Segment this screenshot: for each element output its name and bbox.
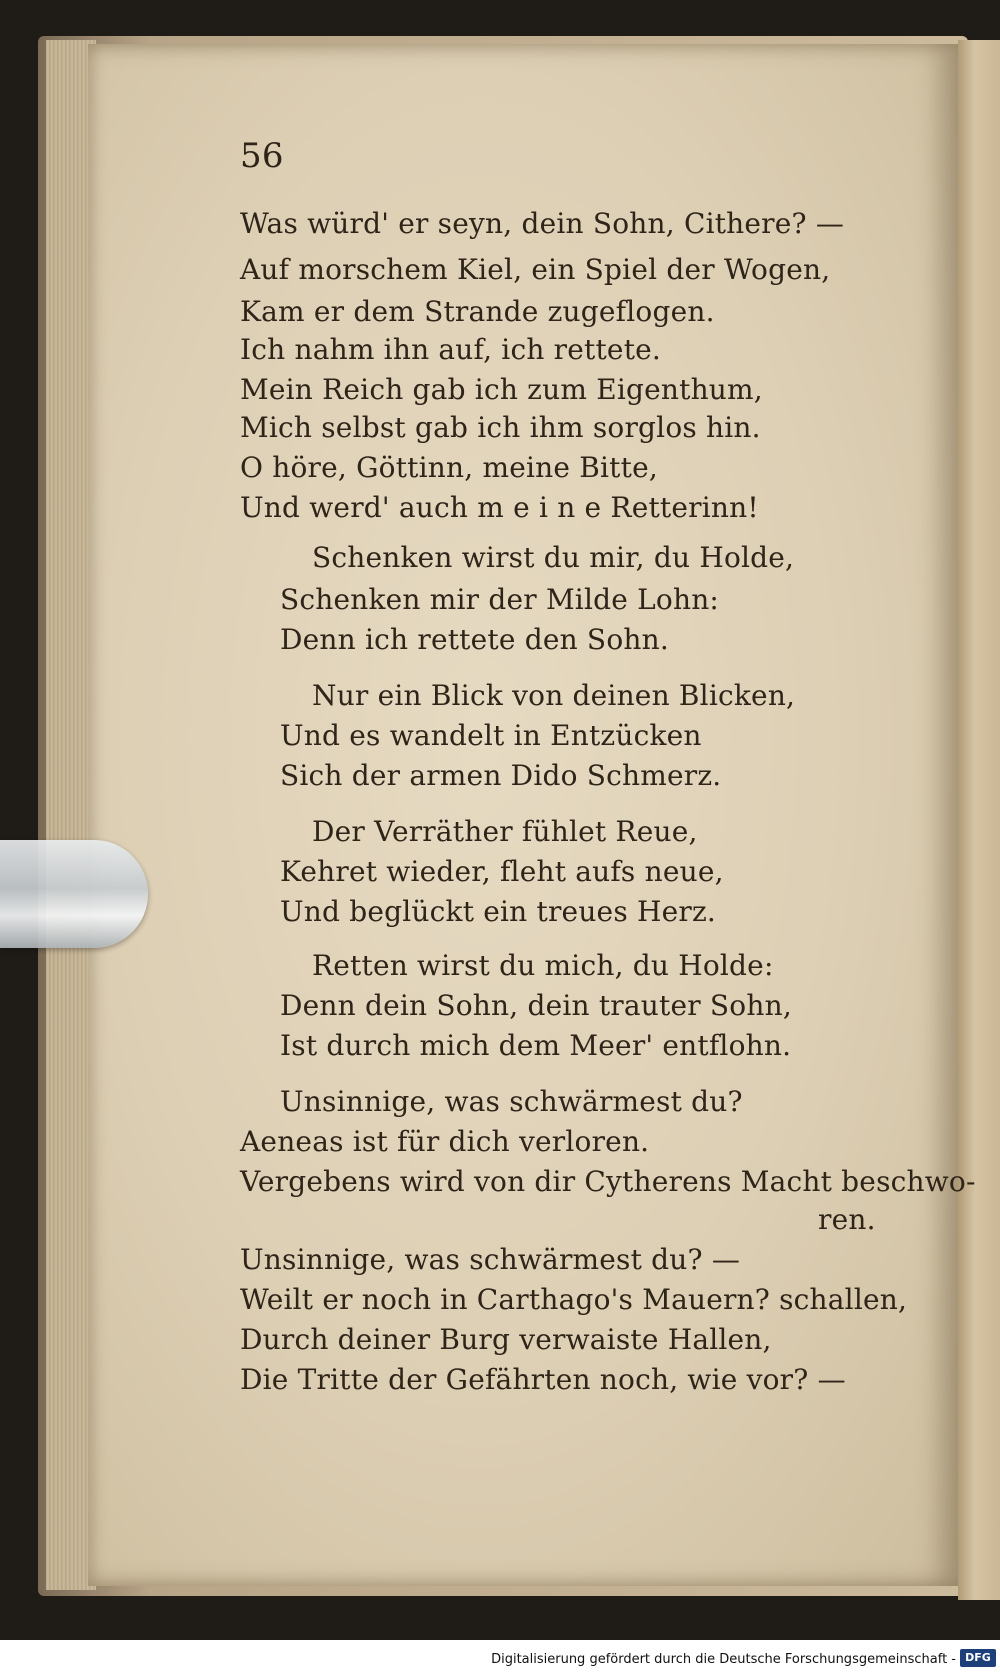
poem-line: Und beglückt ein treues Herz. bbox=[280, 895, 717, 928]
poem-line: Ich nahm ihn auf, ich rettete. bbox=[240, 333, 662, 366]
poem-line: Und werd' auch m e i n e Retterinn! bbox=[240, 491, 759, 524]
poem-line: Was würd' er seyn, dein Sohn, Cithere? — bbox=[240, 207, 845, 240]
poem-line: O höre, Göttinn, meine Bitte, bbox=[240, 451, 658, 484]
poem-line: Ist durch mich dem Meer' entflohn. bbox=[280, 1029, 792, 1062]
poem-line: Schenken mir der Milde Lohn: bbox=[280, 583, 720, 616]
poem-line: Denn dein Sohn, dein trauter Sohn, bbox=[280, 989, 792, 1022]
poem-line: Unsinnige, was schwärmest du? bbox=[280, 1085, 743, 1118]
scan-clip bbox=[0, 840, 148, 948]
poem-line: Unsinnige, was schwärmest du? — bbox=[240, 1243, 741, 1276]
poem-line: Sich der armen Dido Schmerz. bbox=[280, 759, 722, 792]
dfg-logo: DFG bbox=[960, 1649, 996, 1667]
poem-line: Mein Reich gab ich zum Eigenthum, bbox=[240, 373, 763, 406]
poem-line: Schenken wirst du mir, du Holde, bbox=[312, 541, 795, 574]
footer-bar bbox=[0, 1640, 1000, 1679]
poem-line: ren. bbox=[818, 1203, 876, 1236]
poem-line: Nur ein Blick von deinen Blicken, bbox=[312, 679, 796, 712]
poem-line: Kehret wieder, fleht aufs neue, bbox=[280, 855, 724, 888]
poem-line: Die Tritte der Gefährten noch, wie vor? — bbox=[240, 1363, 846, 1396]
facing-page-edge bbox=[958, 40, 1000, 1600]
poem-line: Der Verräther fühlet Reue, bbox=[312, 815, 698, 848]
poem-line: Durch deiner Burg verwaiste Hallen, bbox=[240, 1323, 772, 1356]
poem-line: Retten wirst du mich, du Holde: bbox=[312, 949, 774, 982]
poem-line: Vergebens wird von dir Cytherens Macht beschwo- bbox=[240, 1165, 976, 1198]
poem-line: Weilt er noch in Carthago's Mauern? schallen, bbox=[240, 1283, 908, 1316]
footer-credit: Digitalisierung gefördert durch die Deutsche Forschungsgemeinschaft - bbox=[491, 1652, 956, 1667]
poem-line: Aeneas ist für dich verloren. bbox=[240, 1125, 650, 1158]
poem-line: Auf morschem Kiel, ein Spiel der Wogen, bbox=[240, 253, 831, 286]
poem-line: Kam er dem Strande zugeflogen. bbox=[240, 295, 715, 328]
page-number: 56 bbox=[240, 136, 284, 176]
poem-line: Und es wandelt in Entzücken bbox=[280, 719, 702, 752]
poem-line: Mich selbst gab ich ihm sorglos hin. bbox=[240, 411, 761, 444]
poem-line: Denn ich rettete den Sohn. bbox=[280, 623, 669, 656]
